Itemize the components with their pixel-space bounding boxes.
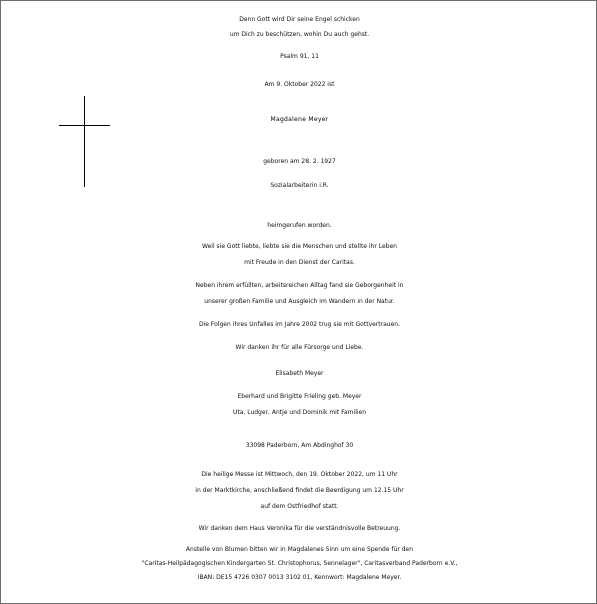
cross-icon-bar <box>59 125 110 126</box>
donation-line-3: IBAN: DE15 4726 0307 0013 3102 01, Kennwort: Magdalene Meyer. <box>197 574 402 581</box>
verse-line-2: um Dich zu beschützen, wohin Du auch gehst. <box>229 31 370 38</box>
service-line-1: Die heilige Messe ist Mittwoch, den 19. Oktober 2022, um 11 Uhr <box>201 471 398 478</box>
called-home-line: heimgerufen worden. <box>267 222 332 229</box>
thanks-line: Wir danken dem Haus Veronika für die verständnisvolle Betreuung. <box>198 525 401 532</box>
mourner-2: Eberhard und Brigitte Frieling geb. Meyer <box>237 393 362 400</box>
service-line-3: auf dem Ostfriedhof statt. <box>260 503 339 510</box>
verse-line-1: Denn Gott wird Dir seine Engel schicken <box>239 16 360 23</box>
text-p1-line-1: Weil sie Gott liebte, liebte sie die Menschen und stellte ihr Leben <box>202 243 397 250</box>
donation-line-1: Anstelle von Blumen bitten wir in Magdalenes Sinn um eine Spende für den <box>185 546 414 553</box>
donation-line-2: "Caritas-Heilpädagogischen Kindergarten St. Christophorus, Sennelager", Caritasverband Paderborn e.V., <box>141 560 458 567</box>
birth-line: geboren am 28. 2. 1927 <box>263 158 336 165</box>
text-p4: Wir danken ihr für alle Fürsorge und Liebe. <box>235 344 364 351</box>
text-p2-line-2: unserer großen Familie und Ausgleich im Wandern in der Natur. <box>204 298 395 305</box>
mourner-3: Uta, Ludger, Antje und Dominik mit Familien <box>232 409 367 416</box>
verse-reference: Psalm 91, 11 <box>280 53 319 60</box>
death-date-line: Am 9. Oktober 2022 ist <box>264 81 335 88</box>
text-p3: Die Folgen ihres Unfalles im Jahre 2002 trug sie mit Gottvertrauen. <box>199 321 400 328</box>
service-line-2: in der Marktkirche, anschließend findet die Beerdigung um 12.15 Uhr <box>195 487 404 494</box>
cross-icon <box>84 96 85 187</box>
text-p2-line-1: Neben ihrem erfüllten, arbeitsreichen Alltag fand sie Geborgenheit in <box>195 282 404 289</box>
profession: Sozialarbeiterin i.R. <box>270 182 329 189</box>
text-p1-line-2: mit Freude in den Dienst der Caritas. <box>244 259 355 266</box>
deceased-name: Magdalene Meyer <box>270 116 329 123</box>
mourner-1: Elisabeth Meyer <box>275 370 324 377</box>
family-address: 33098 Paderborn, Am Abdinghof 30 <box>245 442 354 449</box>
